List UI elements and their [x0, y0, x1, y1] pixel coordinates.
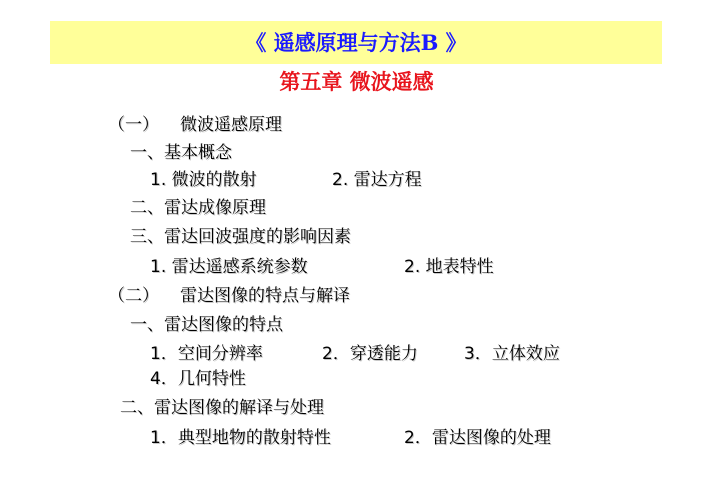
item-surface-characteristics: 2. 地表特性 [404, 257, 494, 277]
part-two-marker: （二） [108, 286, 159, 306]
item-typical-object-scattering: 1．典型地物的散射特性 [150, 428, 331, 448]
item-geometric-characteristics: 4．几何特性 [150, 369, 246, 389]
chapter-title: 第五章 微波遥感 [279, 69, 434, 94]
item-radar-image-processing: 2．雷达图像的处理 [404, 428, 551, 448]
section-interpretation-processing: 二、雷达图像的解译与处理 [120, 398, 324, 418]
course-title: 《 遥感原理与方法B 》 [245, 30, 467, 55]
part-one-title: 微波遥感原理 [180, 115, 282, 135]
item-microwave-scattering: 1. 微波的散射 [150, 170, 257, 190]
item-spatial-resolution: 1．空间分辨率 [150, 344, 263, 364]
item-penetration: 2．穿透能力 [322, 344, 418, 364]
section-radar-image-features: 一、雷达图像的特点 [130, 315, 283, 335]
item-stereo-effect: 3．立体效应 [464, 344, 560, 364]
section-radar-imaging-principle: 二、雷达成像原理 [130, 198, 266, 218]
section-basic-concepts: 一、基本概念 [130, 143, 232, 163]
part-one-marker: （一） [108, 115, 159, 135]
item-radar-equation: 2. 雷达方程 [332, 170, 422, 190]
section-echo-intensity-factors: 三、雷达回波强度的影响因素 [130, 227, 351, 247]
item-radar-system-parameters: 1. 雷达遥感系统参数 [150, 257, 308, 277]
part-two-title: 雷达图像的特点与解译 [180, 286, 350, 306]
